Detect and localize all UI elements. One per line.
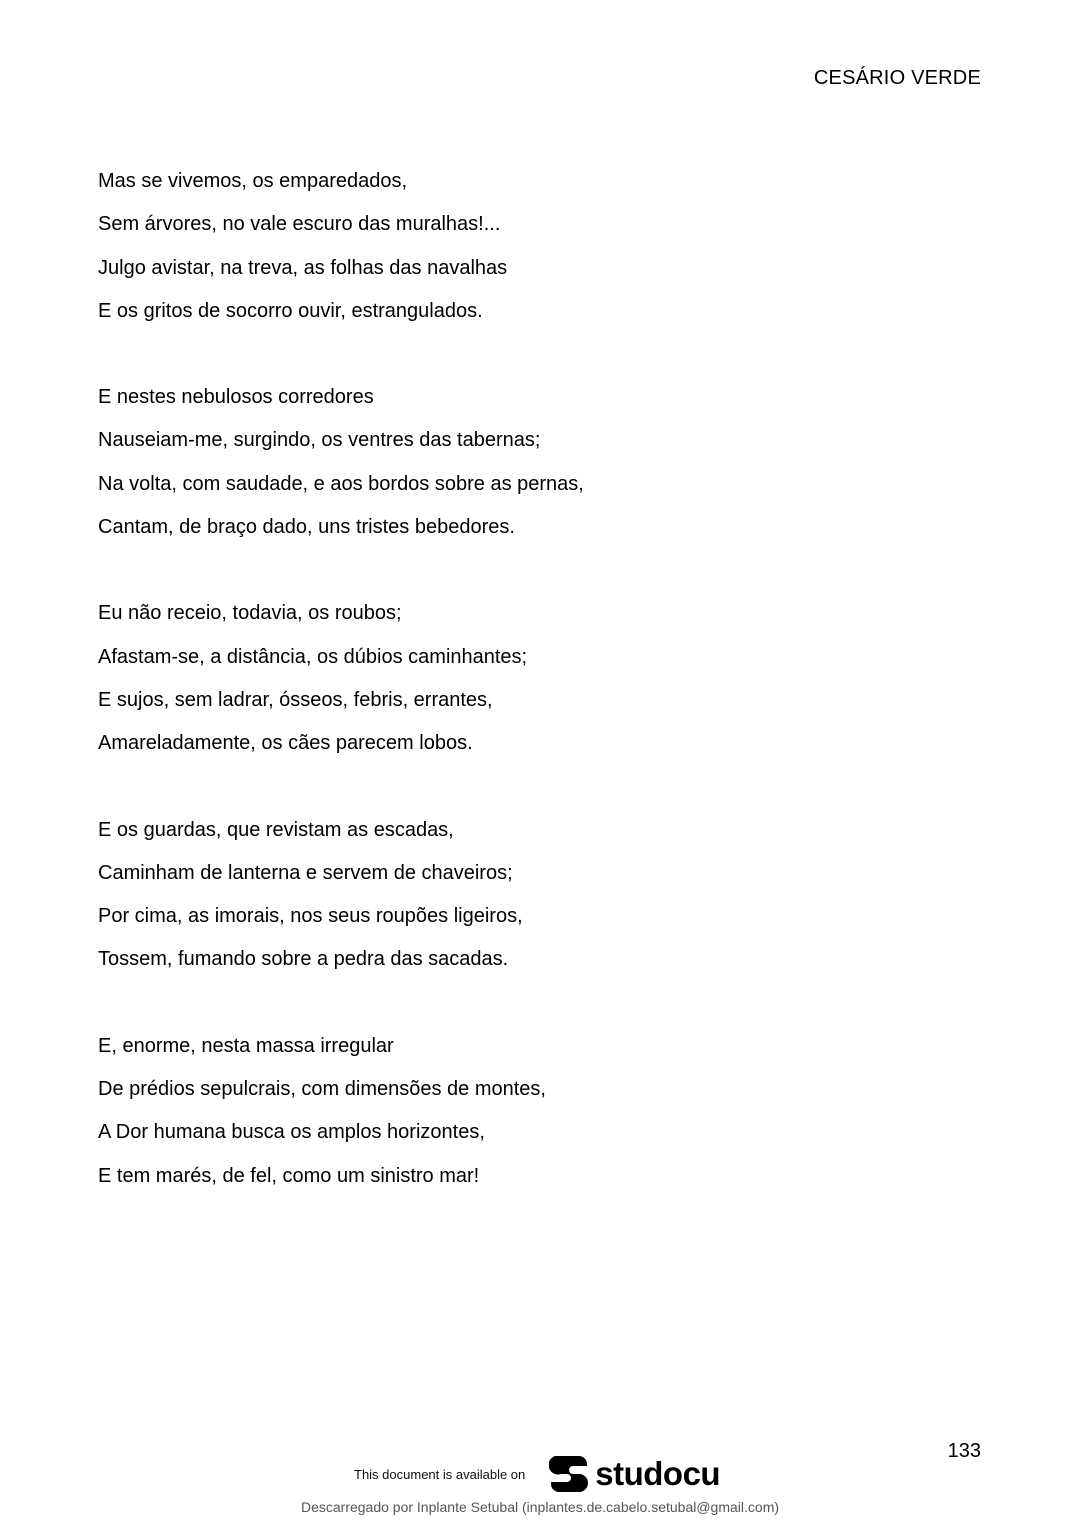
studocu-wordmark: studocu	[595, 1455, 721, 1492]
poem-line: A Dor humana busca os amplos horizontes,	[98, 1121, 485, 1144]
poem-line: Sem árvores, no vale escuro das muralhas!...	[98, 213, 501, 236]
stanza	[98, 1025, 958, 1198]
stanza	[98, 376, 958, 549]
poem-line: E os gritos de socorro ouvir, estrangulados.	[98, 299, 483, 322]
studocu-logo-icon	[549, 1452, 591, 1496]
poem-line: E tem marés, de fel, como um sinistro mar!	[98, 1164, 480, 1187]
available-on-text: This document is available on	[354, 1466, 526, 1482]
stanza	[98, 160, 958, 333]
poem-line: Caminham de lanterna e servem de chaveiros;	[98, 861, 513, 884]
poem-line: E, enorme, nesta massa irregular	[98, 1034, 394, 1057]
poem-line: Amareladamente, os cães parecem lobos.	[98, 732, 473, 755]
stanza	[98, 809, 958, 982]
poem-line: E sujos, sem ladrar, ósseos, febris, errantes,	[98, 688, 493, 711]
poem-line: Afastam-se, a distância, os dúbios caminhantes;	[98, 645, 528, 668]
poem-line: Julgo avistar, na treva, as folhas das navalhas	[98, 256, 508, 279]
header-author: CESÁRIO VERDE	[813, 67, 981, 89]
poem-line: Cantam, de braço dado, uns tristes bebedores.	[98, 516, 515, 539]
poem-line: Na volta, com saudade, e aos bordos sobre as pernas,	[98, 472, 584, 495]
poem	[98, 160, 958, 1241]
download-notice: Descarregado por Inplante Setubal (inplantes.de.cabelo.setubal@gmail.com)	[300, 1499, 780, 1515]
poem-line: Eu não receio, todavia, os roubos;	[98, 602, 402, 625]
poem-line: De prédios sepulcrais, com dimensões de montes,	[98, 1078, 546, 1101]
running-header	[814, 64, 981, 92]
poem-line: E nestes nebulosos corredores	[98, 386, 374, 409]
poem-line: Tossem, fumando sobre a pedra das sacadas.	[98, 948, 509, 971]
studocu-banner[interactable]	[354, 1451, 720, 1497]
studocu-logo[interactable]	[549, 1452, 720, 1496]
page-number: 133	[947, 1440, 981, 1462]
poem-line: E os guardas, que revistam as escadas,	[98, 818, 454, 841]
stanza	[98, 592, 958, 765]
poem-line: Mas se vivemos, os emparedados,	[98, 170, 408, 192]
poem-line: Nauseiam-me, surgindo, os ventres das tabernas;	[98, 429, 541, 452]
poem-line: Por cima, as imorais, nos seus roupões ligeiros,	[98, 905, 523, 928]
